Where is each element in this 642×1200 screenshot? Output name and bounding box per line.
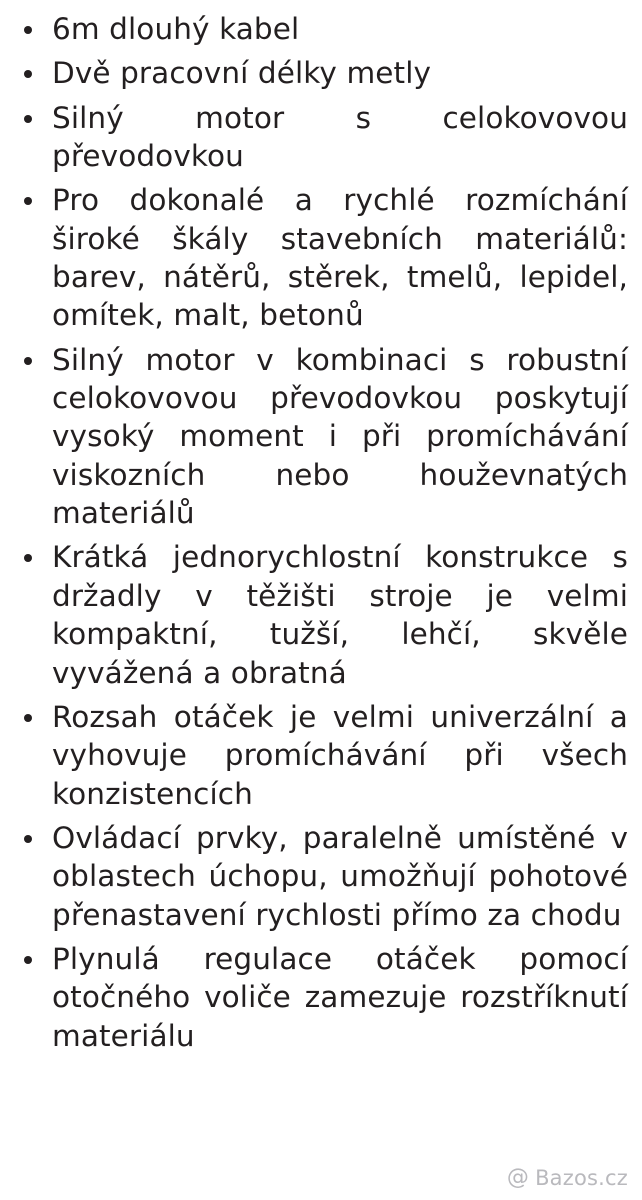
list-item xyxy=(16,538,628,691)
list-item-text: Ovládací prvky, paralelně umístěné v oblastech úchopu, umožňují pohotové přenastavení rychlosti přímo za chodu xyxy=(52,820,628,932)
list-item xyxy=(16,819,628,934)
feature-list xyxy=(16,10,628,1055)
list-item-text: Pro dokonalé a rychlé rozmíchání široké škály stavebních materiálů: barev, nátěrů, stěrek, tmelů, lepidel, omítek, malt, betonů xyxy=(52,183,628,333)
list-item-text: Silný motor v kombinaci s robustní celokovovou převodovkou poskytují vysoký moment i při promíchávání viskozních nebo houževnatých materiálů xyxy=(52,342,628,531)
list-item xyxy=(16,10,628,48)
list-item xyxy=(16,99,628,176)
watermark-text: Bazos.cz xyxy=(535,1166,628,1190)
list-item-text: Silný motor s celokovovou převodovkou xyxy=(52,100,628,174)
list-item xyxy=(16,698,628,813)
list-item-text: Rozsah otáček je velmi univerzální a vyhovuje promíchávání při všech konzistencích xyxy=(52,699,628,811)
list-item-text: Plynulá regulace otáček pomocí otočného voliče zamezuje rozstříknutí materiálu xyxy=(52,941,628,1053)
list-item xyxy=(16,54,628,92)
list-item xyxy=(16,940,628,1055)
at-symbol-icon: @ xyxy=(506,1165,530,1190)
list-item-text: Dvě pracovní délky metly xyxy=(52,56,432,91)
list-item xyxy=(16,181,628,334)
list-item-text: 6m dlouhý kabel xyxy=(52,12,300,46)
list-item-text: Krátká jednorychlostní konstrukce s držadly v těžišti stroje je velmi kompaktní, tužší, lehčí, skvěle vyvážená a obratná xyxy=(52,540,628,690)
watermark xyxy=(507,1166,628,1190)
list-item xyxy=(16,341,628,533)
